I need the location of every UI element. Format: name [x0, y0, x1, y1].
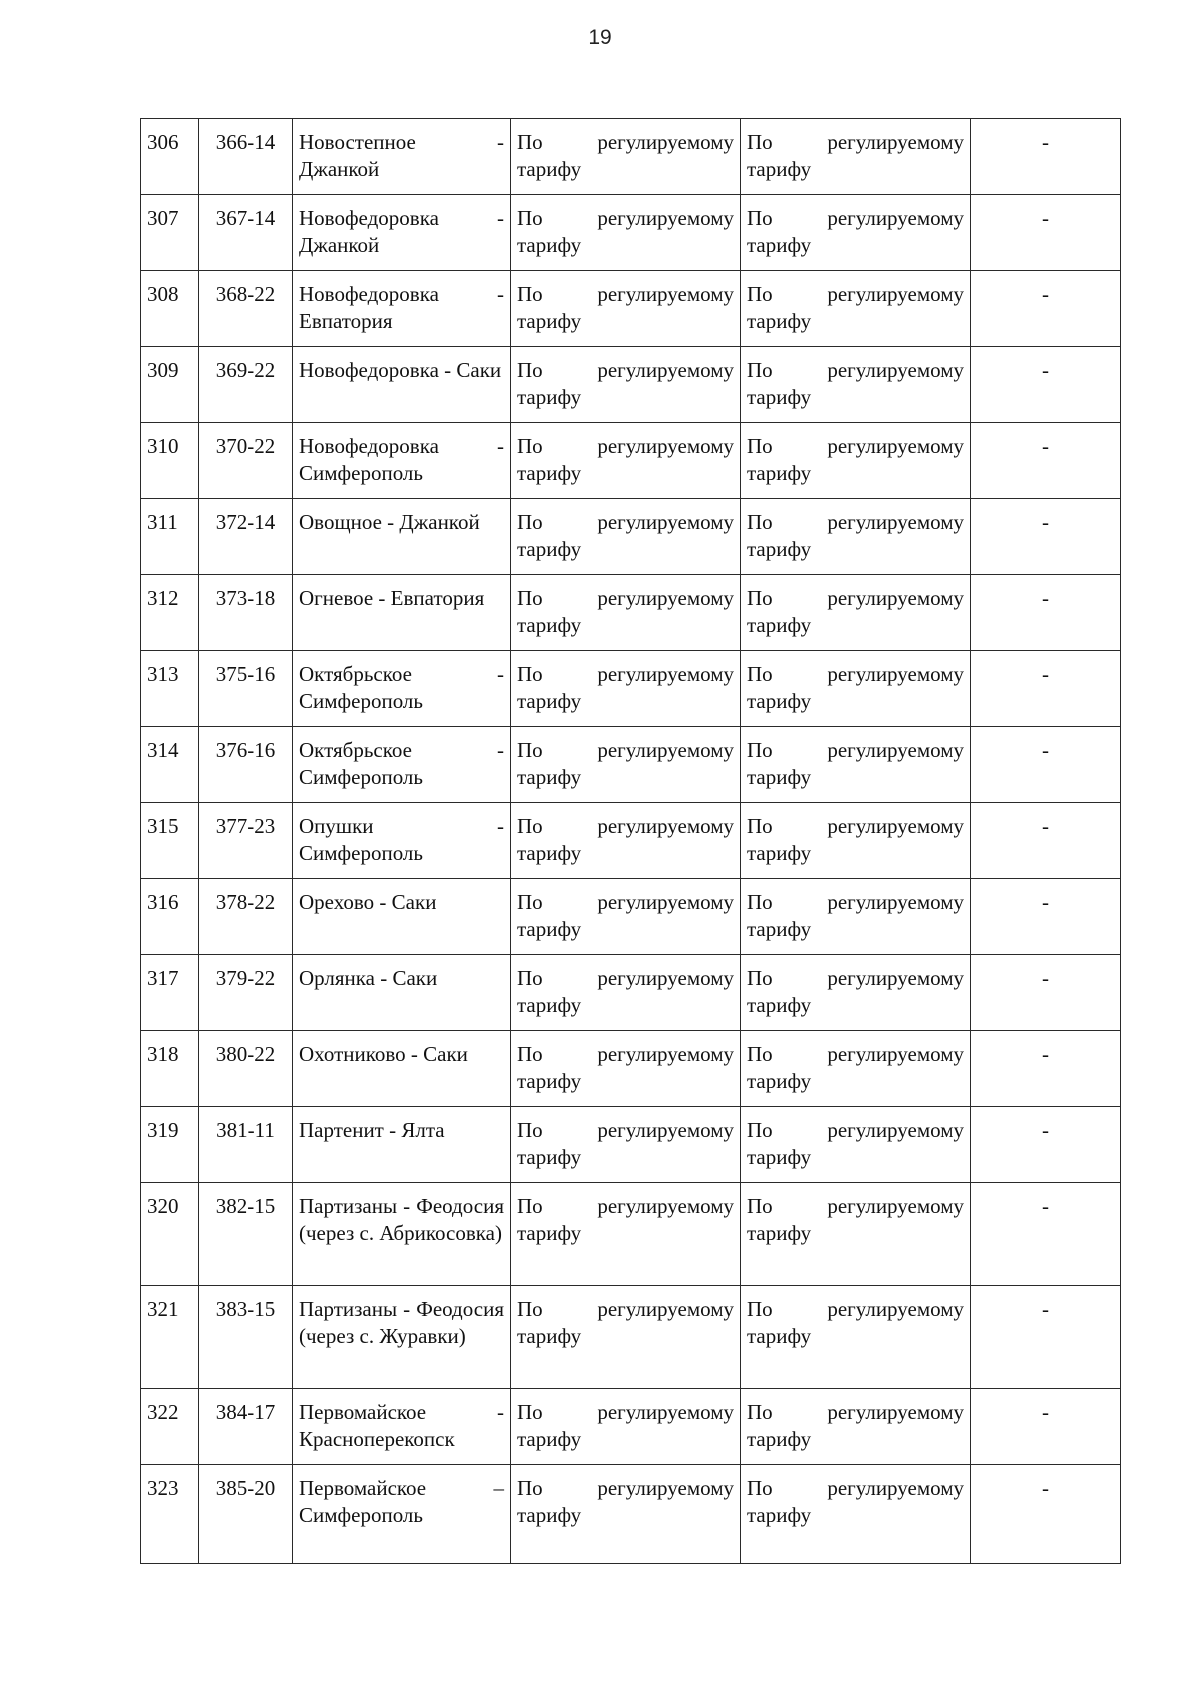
route-name-text: Новофедоровка - Симферополь	[299, 434, 504, 485]
route-code-cell	[199, 651, 293, 727]
table-row	[141, 1389, 1121, 1465]
tariff-cell	[511, 727, 741, 803]
tariff-text: По регулируемому тарифу	[747, 586, 964, 637]
row-number-cell	[141, 955, 199, 1031]
route-name-text: Новофедоровка - Саки	[299, 358, 502, 382]
route-name-cell	[293, 119, 511, 195]
row-number-cell	[141, 347, 199, 423]
row-number-text: 310	[147, 434, 179, 458]
route-name-cell	[293, 879, 511, 955]
tariff-cell	[741, 271, 971, 347]
row-number-cell	[141, 271, 199, 347]
row-number-text: 313	[147, 662, 179, 686]
dash-text: -	[1042, 586, 1049, 610]
table-row	[141, 803, 1121, 879]
dash-cell	[971, 195, 1121, 271]
table-row	[141, 1465, 1121, 1564]
tariff-cell	[511, 347, 741, 423]
tariff-cell	[511, 803, 741, 879]
route-name-text: Огневое - Евпатория	[299, 586, 485, 610]
route-code-text: 367-14	[215, 206, 276, 230]
tariff-text: По регулируемому тарифу	[747, 1297, 964, 1348]
tariff-cell	[741, 347, 971, 423]
dash-cell	[971, 499, 1121, 575]
tariff-text: По регулируемому тарифу	[517, 1194, 734, 1245]
dash-text: -	[1042, 1194, 1049, 1218]
tariff-cell	[511, 195, 741, 271]
tariff-text: По регулируемому тарифу	[517, 282, 734, 333]
route-name-text: Партизаны - Феодосия (через с. Журавки)	[299, 1297, 504, 1348]
route-name-cell	[293, 1183, 511, 1286]
dash-cell	[971, 1031, 1121, 1107]
route-code-cell	[199, 423, 293, 499]
route-name-text: Новофедоровка - Евпатория	[299, 282, 504, 333]
tariff-text: По регулируемому тарифу	[517, 510, 734, 561]
route-code-cell	[199, 1286, 293, 1389]
dash-cell	[971, 575, 1121, 651]
table-row	[141, 651, 1121, 727]
route-name-text: Новофедоровка - Джанкой	[299, 206, 504, 257]
row-number-text: 317	[147, 966, 179, 990]
route-code-cell	[199, 499, 293, 575]
row-number-text: 320	[147, 1194, 179, 1218]
dash-cell	[971, 1286, 1121, 1389]
route-name-text: Партенит - Ялта	[299, 1118, 445, 1142]
route-code-text: 379-22	[215, 966, 276, 990]
route-code-text: 382-15	[215, 1194, 276, 1218]
tariff-cell	[511, 423, 741, 499]
row-number-text: 316	[147, 890, 179, 914]
route-name-cell	[293, 195, 511, 271]
table-row	[141, 575, 1121, 651]
dash-text: -	[1042, 1400, 1049, 1424]
tariff-text: По регулируемому тарифу	[517, 130, 734, 181]
tariff-text: По регулируемому тарифу	[517, 206, 734, 257]
table-row	[141, 1107, 1121, 1183]
route-code-cell	[199, 347, 293, 423]
dash-text: -	[1042, 358, 1049, 382]
tariff-text: По регулируемому тарифу	[517, 1118, 734, 1169]
tariff-cell	[741, 955, 971, 1031]
route-code-cell	[199, 727, 293, 803]
tariff-cell	[741, 1107, 971, 1183]
route-code-text: 376-16	[215, 738, 276, 762]
dash-cell	[971, 119, 1121, 195]
route-name-cell	[293, 1286, 511, 1389]
dash-cell	[971, 727, 1121, 803]
dash-cell	[971, 651, 1121, 727]
dash-text: -	[1042, 206, 1049, 230]
dash-cell	[971, 879, 1121, 955]
row-number-text: 314	[147, 738, 179, 762]
tariff-cell	[511, 879, 741, 955]
tariff-text: По регулируемому тарифу	[517, 586, 734, 637]
route-code-cell	[199, 1031, 293, 1107]
row-number-text: 309	[147, 358, 179, 382]
row-number-cell	[141, 1286, 199, 1389]
tariff-cell	[741, 119, 971, 195]
route-code-cell	[199, 803, 293, 879]
row-number-cell	[141, 879, 199, 955]
table-row	[141, 727, 1121, 803]
route-name-cell	[293, 727, 511, 803]
route-name-cell	[293, 271, 511, 347]
tariff-cell	[741, 1286, 971, 1389]
route-code-cell	[199, 1183, 293, 1286]
row-number-cell	[141, 499, 199, 575]
route-name-cell	[293, 1031, 511, 1107]
tariff-text: По регулируемому тарифу	[517, 1042, 734, 1093]
route-code-text: 380-22	[215, 1042, 276, 1066]
tariff-text: По регулируемому тарифу	[747, 206, 964, 257]
table-row	[141, 423, 1121, 499]
tariff-text: По регулируемому тарифу	[747, 890, 964, 941]
tariff-cell	[741, 423, 971, 499]
route-code-cell	[199, 1389, 293, 1465]
route-code-text: 373-18	[215, 586, 276, 610]
route-code-cell	[199, 879, 293, 955]
tariff-text: По регулируемому тарифу	[517, 358, 734, 409]
row-number-cell	[141, 1183, 199, 1286]
route-code-text: 377-23	[215, 814, 276, 838]
table-row	[141, 955, 1121, 1031]
route-name-cell	[293, 955, 511, 1031]
table-row	[141, 499, 1121, 575]
table-row	[141, 347, 1121, 423]
route-code-cell	[199, 955, 293, 1031]
route-code-text: 369-22	[215, 358, 276, 382]
row-number-cell	[141, 651, 199, 727]
dash-cell	[971, 423, 1121, 499]
row-number-text: 311	[147, 510, 178, 534]
route-code-cell	[199, 1107, 293, 1183]
tariff-text: По регулируемому тарифу	[517, 434, 734, 485]
table-row	[141, 1031, 1121, 1107]
route-name-text: Первомайское – Симферополь	[299, 1476, 504, 1527]
route-name-text: Партизаны - Феодосия (через с. Абрикосовка)	[299, 1194, 504, 1245]
dash-text: -	[1042, 1476, 1049, 1500]
tariff-text: По регулируемому тарифу	[517, 1476, 734, 1527]
route-name-cell	[293, 1107, 511, 1183]
tariff-cell	[741, 1465, 971, 1564]
route-code-text: 378-22	[215, 890, 276, 914]
route-code-text: 370-22	[215, 434, 276, 458]
dash-cell	[971, 1389, 1121, 1465]
dash-text: -	[1042, 1042, 1049, 1066]
tariff-cell	[741, 803, 971, 879]
tariff-text: По регулируемому тарифу	[517, 1400, 734, 1451]
tariff-cell	[511, 1286, 741, 1389]
tariff-cell	[741, 879, 971, 955]
tariff-text: По регулируемому тарифу	[747, 434, 964, 485]
table-row	[141, 119, 1121, 195]
row-number-text: 322	[147, 1400, 179, 1424]
route-name-cell	[293, 1389, 511, 1465]
row-number-cell	[141, 1465, 199, 1564]
route-name-cell	[293, 575, 511, 651]
dash-cell	[971, 271, 1121, 347]
tariff-cell	[511, 955, 741, 1031]
page-number: 19	[588, 26, 612, 49]
route-code-text: 375-16	[215, 662, 276, 686]
row-number-cell	[141, 1031, 199, 1107]
tariff-cell	[511, 119, 741, 195]
routes-table	[140, 118, 1121, 1564]
route-code-text: 385-20	[215, 1476, 276, 1500]
tariff-cell	[511, 1031, 741, 1107]
route-code-text: 368-22	[215, 282, 276, 306]
route-code-cell	[199, 119, 293, 195]
route-name-text: Новостепное - Джанкой	[299, 130, 504, 181]
dash-text: -	[1042, 282, 1049, 306]
dash-text: -	[1042, 510, 1049, 534]
tariff-text: По регулируемому тарифу	[747, 662, 964, 713]
route-code-text: 372-14	[215, 510, 276, 534]
route-code-cell	[199, 1465, 293, 1564]
row-number-text: 306	[147, 130, 179, 154]
route-name-text: Овощное - Джанкой	[299, 510, 480, 534]
dash-cell	[971, 803, 1121, 879]
tariff-cell	[741, 499, 971, 575]
dash-cell	[971, 955, 1121, 1031]
tariff-text: По регулируемому тарифу	[747, 1194, 964, 1245]
table-row	[141, 1286, 1121, 1389]
tariff-text: По регулируемому тарифу	[747, 358, 964, 409]
tariff-text: По регулируемому тарифу	[747, 282, 964, 333]
tariff-text: По регулируемому тарифу	[517, 814, 734, 865]
table-row	[141, 271, 1121, 347]
dash-cell	[971, 1465, 1121, 1564]
row-number-text: 318	[147, 1042, 179, 1066]
row-number-cell	[141, 803, 199, 879]
dash-text: -	[1042, 1118, 1049, 1142]
tariff-cell	[741, 195, 971, 271]
route-name-text: Охотниково - Саки	[299, 1042, 468, 1066]
row-number-cell	[141, 195, 199, 271]
route-code-cell	[199, 575, 293, 651]
route-name-cell	[293, 347, 511, 423]
tariff-cell	[741, 727, 971, 803]
tariff-text: По регулируемому тарифу	[747, 738, 964, 789]
tariff-text: По регулируемому тарифу	[517, 966, 734, 1017]
tariff-cell	[511, 1183, 741, 1286]
table-row	[141, 879, 1121, 955]
route-name-text: Опушки - Симферополь	[299, 814, 504, 865]
row-number-cell	[141, 423, 199, 499]
dash-cell	[971, 347, 1121, 423]
dash-text: -	[1042, 1297, 1049, 1321]
row-number-cell	[141, 119, 199, 195]
row-number-text: 319	[147, 1118, 179, 1142]
route-code-cell	[199, 271, 293, 347]
route-name-cell	[293, 423, 511, 499]
dash-cell	[971, 1107, 1121, 1183]
route-code-text: 381-11	[216, 1118, 275, 1142]
tariff-cell	[511, 1107, 741, 1183]
row-number-text: 315	[147, 814, 179, 838]
tariff-text: По регулируемому тарифу	[517, 662, 734, 713]
dash-text: -	[1042, 966, 1049, 990]
dash-text: -	[1042, 434, 1049, 458]
dash-text: -	[1042, 890, 1049, 914]
tariff-text: По регулируемому тарифу	[747, 1042, 964, 1093]
tariff-text: По регулируемому тарифу	[747, 1118, 964, 1169]
tariff-text: По регулируемому тарифу	[747, 814, 964, 865]
route-name-cell	[293, 651, 511, 727]
route-name-text: Октябрьское - Симферополь	[299, 662, 504, 713]
row-number-text: 312	[147, 586, 179, 610]
tariff-cell	[511, 575, 741, 651]
route-name-text: Орехово - Саки	[299, 890, 437, 914]
route-code-text: 384-17	[215, 1400, 276, 1424]
tariff-cell	[511, 499, 741, 575]
tariff-cell	[511, 1389, 741, 1465]
row-number-cell	[141, 575, 199, 651]
routes-table-body	[141, 119, 1121, 1564]
route-name-text: Октябрьское - Симферополь	[299, 738, 504, 789]
table-row	[141, 195, 1121, 271]
route-code-text: 366-14	[215, 130, 276, 154]
tariff-text: По регулируемому тарифу	[517, 890, 734, 941]
tariff-cell	[741, 1031, 971, 1107]
tariff-text: По регулируемому тарифу	[747, 130, 964, 181]
row-number-text: 308	[147, 282, 179, 306]
route-name-cell	[293, 499, 511, 575]
tariff-cell	[741, 1389, 971, 1465]
tariff-text: По регулируемому тарифу	[747, 510, 964, 561]
route-code-text: 383-15	[215, 1297, 276, 1321]
route-name-text: Орлянка - Саки	[299, 966, 438, 990]
tariff-cell	[741, 1183, 971, 1286]
route-code-cell	[199, 195, 293, 271]
dash-text: -	[1042, 130, 1049, 154]
dash-text: -	[1042, 662, 1049, 686]
tariff-text: По регулируемому тарифу	[517, 738, 734, 789]
row-number-text: 323	[147, 1476, 179, 1500]
row-number-text: 321	[147, 1297, 179, 1321]
tariff-cell	[511, 1465, 741, 1564]
tariff-text: По регулируемому тарифу	[747, 1476, 964, 1527]
tariff-cell	[741, 575, 971, 651]
tariff-cell	[511, 651, 741, 727]
tariff-cell	[741, 651, 971, 727]
route-name-cell	[293, 1465, 511, 1564]
tariff-text: По регулируемому тарифу	[517, 1297, 734, 1348]
route-name-cell	[293, 803, 511, 879]
route-name-text: Первомайское - Красноперекопск	[299, 1400, 504, 1451]
table-row	[141, 1183, 1121, 1286]
row-number-cell	[141, 727, 199, 803]
row-number-cell	[141, 1389, 199, 1465]
tariff-cell	[511, 271, 741, 347]
tariff-text: По регулируемому тарифу	[747, 966, 964, 1017]
dash-cell	[971, 1183, 1121, 1286]
tariff-text: По регулируемому тарифу	[747, 1400, 964, 1451]
row-number-text: 307	[147, 206, 179, 230]
dash-text: -	[1042, 814, 1049, 838]
dash-text: -	[1042, 738, 1049, 762]
row-number-cell	[141, 1107, 199, 1183]
